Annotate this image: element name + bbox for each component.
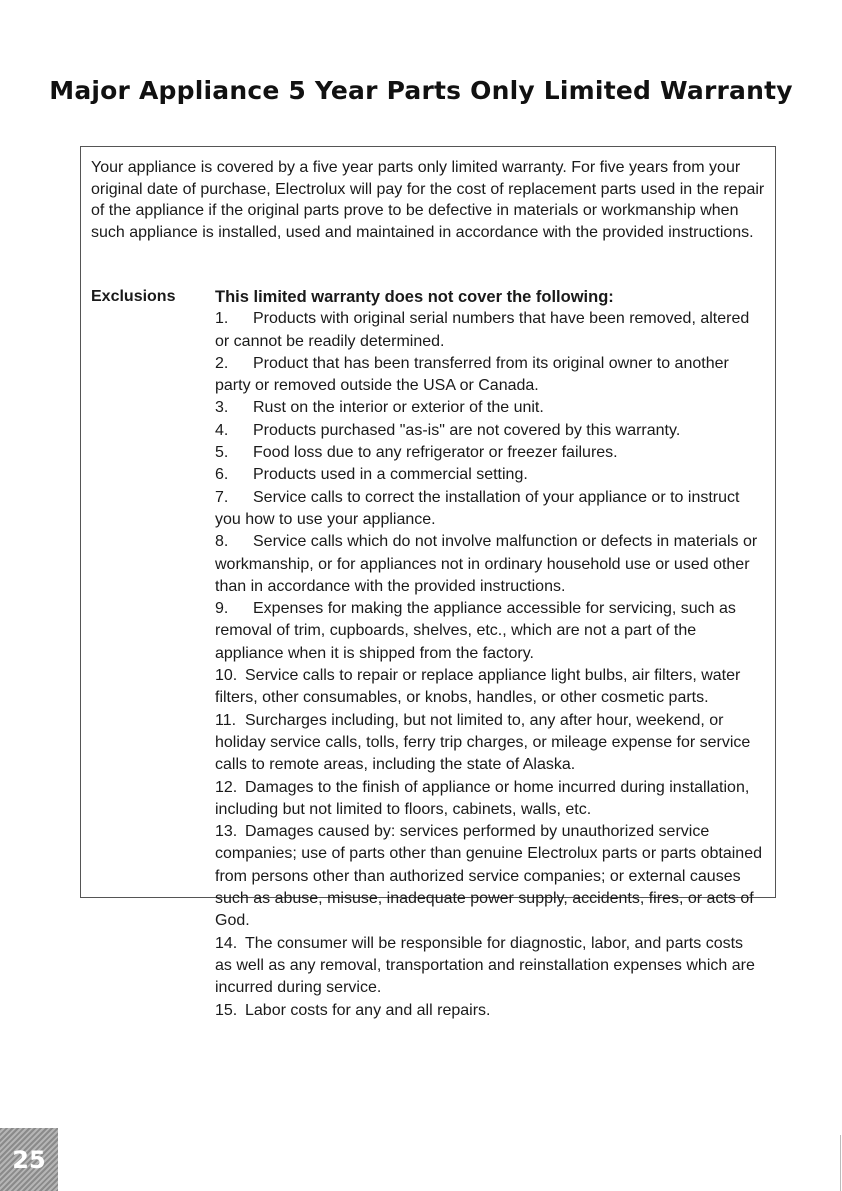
exclusion-item: [215, 1000, 763, 1022]
exclusion-item: [215, 821, 763, 932]
exclusion-item-text: The consumer will be responsible for diagnostic, labor, and parts costs as well as any removal, transportation and reinstallation expenses which are incurred during service.: [215, 934, 755, 997]
exclusions-list: [215, 286, 763, 1022]
exclusion-item-text: Products used in a commercial setting.: [253, 466, 528, 484]
exclusion-item-number: 8.: [215, 533, 229, 551]
exclusion-item: [215, 665, 763, 710]
exclusion-item-text: Service calls which do not involve malfunction or defects in materials or workmanship, or for appliances not in ordinary household use or used other than in accordance with the provided instructions.: [215, 533, 758, 595]
page-title: Major Appliance 5 Year Parts Only Limited Warranty: [49, 76, 793, 105]
exclusion-item: [215, 464, 763, 486]
exclusion-item-text: Damages to the finish of appliance or home incurred during installation, including but not limited to floors, cabinets, walls, etc.: [215, 778, 750, 818]
exclusion-item-text: Surcharges including, but not limited to, any after hour, weekend, or holiday service calls, tolls, ferry trip charges, or mileage expense for service calls to remote areas, including the state of Alaska.: [215, 711, 751, 774]
exclusion-item-number: 3.: [215, 399, 229, 417]
exclusion-item-number: 1.: [215, 310, 229, 328]
exclusion-item-text: Product that has been transferred from its original owner to another party or removed outside the USA or Canada.: [215, 354, 729, 395]
exclusion-item: [215, 353, 763, 398]
exclusion-item: [215, 487, 763, 532]
warranty-box: [80, 146, 776, 1019]
exclusion-item-number: 9.: [215, 600, 229, 618]
exclusions-heading: This limited warranty does not cover the following:: [215, 288, 614, 306]
exclusion-item-number: 12.: [215, 778, 238, 796]
page-number-badge: 25: [0, 1128, 58, 1191]
intro-paragraph: Your appliance is covered by a five year parts only limited warranty. For five years from your original date of purchase, Electrolux will pay for the cost of replacement parts used in the repair of the appliance if the original parts prove to be defective in materials or workmanship when such appliance is installed, used and maintained in accordance with the provided instructions.: [91, 159, 765, 241]
exclusion-item: [215, 531, 763, 598]
exclusion-item: [215, 308, 763, 353]
exclusion-item-number: 4.: [215, 421, 229, 439]
exclusion-item-number: 7.: [215, 488, 229, 506]
exclusion-item-number: 13.: [215, 823, 238, 841]
exclusion-item-text: Damages caused by: services performed by unauthorized service companies; use of parts other than genuine Electrolux parts or parts obtained from persons other than authorized service companies; or external causes such as abuse, misuse, inadequate power supply, accidents, fires, or acts of God.: [215, 823, 762, 930]
exclusion-item: [215, 710, 763, 777]
exclusion-item-text: Labor costs for any and all repairs.: [245, 1001, 491, 1019]
exclusion-item: [215, 420, 763, 442]
exclusion-item: [215, 598, 763, 665]
exclusion-item-number: 2.: [215, 354, 229, 372]
exclusion-item-text: Products purchased "as-is" are not covered by this warranty.: [253, 421, 681, 439]
exclusion-item: [215, 397, 763, 419]
exclusion-item-text: Service calls to correct the installation of your appliance or to instruct you how to use your appliance.: [215, 488, 740, 528]
exclusion-item: [215, 777, 763, 822]
exclusion-item-text: Rust on the interior or exterior of the unit.: [253, 399, 544, 417]
exclusion-item-text: Service calls to repair or replace appliance light bulbs, air filters, water filters, other consumables, or knobs, handles, or other cosmetic parts.: [215, 667, 741, 707]
exclusion-item-number: 14.: [215, 934, 238, 952]
exclusion-item: [215, 442, 763, 464]
exclusion-item-text: Expenses for making the appliance accessible for servicing, such as removal of trim, cupboards, shelves, etc., which are not a part of the appliance when it is shipped from the factory.: [215, 600, 736, 662]
exclusion-item-number: 6.: [215, 466, 229, 484]
exclusions-label: Exclusions: [91, 288, 176, 305]
exclusion-item-text: Products with original serial numbers that have been removed, altered or cannot be readily determined.: [215, 310, 750, 350]
exclusion-item-number: 11.: [215, 711, 237, 729]
exclusion-items: [215, 308, 763, 1022]
exclusion-item-text: Food loss due to any refrigerator or freezer failures.: [253, 444, 618, 462]
edge-divider: [840, 1135, 841, 1191]
exclusion-item-number: 5.: [215, 444, 229, 462]
exclusion-item-number: 10.: [215, 667, 238, 685]
exclusion-item-number: 15.: [215, 1001, 238, 1019]
exclusion-item: [215, 933, 763, 1000]
